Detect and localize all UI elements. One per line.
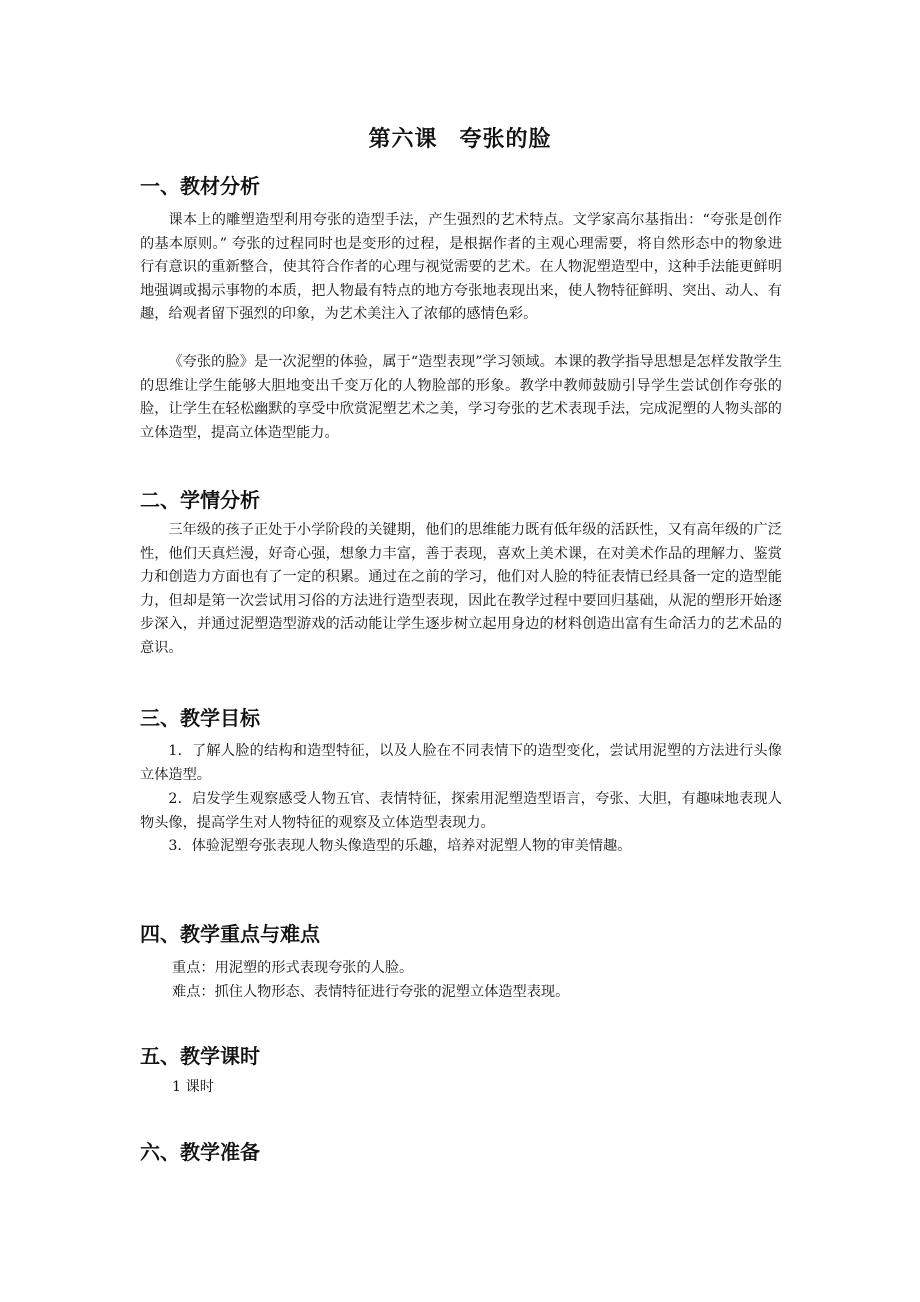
class-hours-text: 1 课时 bbox=[172, 1079, 214, 1095]
teaching-goal-item: 2．启发学生观察感受人物五官、表情特征，探索用泥塑造型语言，夸张、大胆，有趣味地表现人物头像，提高学生对人物特征的观察及立体造型表现力。 bbox=[140, 791, 782, 831]
section-heading-student-analysis: 二、学情分析 bbox=[140, 488, 260, 512]
section-heading-teaching-goals: 三、教学目标 bbox=[140, 706, 260, 730]
key-point-line: 重点：用泥塑的形式表现夸张的人脸。 bbox=[172, 960, 414, 976]
teaching-goal-item: 3．体验泥塑夸张表现人物头像造型的乐趣，培养对泥塑人物的审美情趣。 bbox=[168, 838, 632, 854]
page-title bbox=[0, 122, 920, 153]
teaching-goal-item: 1．了解人脸的结构和造型特征，以及人脸在不同表情下的造型变化，尝试用泥塑的方法进行头像立体造型。 bbox=[140, 743, 782, 783]
student-analysis-paragraph: 三年级的孩子正处于小学阶段的关键期，他们的思维能力既有低年级的活跃性，又有高年级的广泛性，他们天真烂漫，好奇心强，想象力丰富，善于表现，喜欢上美术课，在对美术作品的理解力、鉴赏力和创造力方面也有了一定的积累。通过在之前的学习，他们对人脸的特征表情已经具备一定的造型能力，但却是第一次尝试用习俗的方法进行造型表现，因此在教学过程中要回归基础，从泥的塑形开始逐步深入，并通过泥塑造型游戏的活动能让学生逐步树立起用身边的材料创造出富有生命活力的艺术品的意识。 bbox=[140, 522, 782, 656]
material-analysis-paragraph-2: 《夸张的脸》是一次泥塑的体验，属于“造型表现”学习领域。本课的教学指导思想是怎样发散学生的思维让学生能够大胆地变出千变万化的人物脸部的形象。教学中教师鼓励引导学生尝试创作夸张的脸，让学生在轻松幽默的享受中欣赏泥塑艺术之美，学习夸张的艺术表现手法，完成泥塑的人物头部的立体造型，提高立体造型能力。 bbox=[140, 354, 782, 441]
lesson-name: 夸张的脸 bbox=[459, 127, 552, 152]
lesson-number: 第六课 bbox=[368, 127, 438, 152]
section-heading-material-analysis: 一、教材分析 bbox=[140, 174, 260, 198]
section-heading-class-hours: 五、教学课时 bbox=[140, 1044, 260, 1068]
section-heading-teaching-preparation: 六、教学准备 bbox=[140, 1140, 260, 1164]
section-heading-key-difficult-points: 四、教学重点与难点 bbox=[140, 922, 320, 946]
material-analysis-paragraph-1: 课本上的雕塑造型利用夸张的造型手法，产生强烈的艺术特点。文学家高尔基指出：“夸张是创作的基本原则。” 夸张的过程同时也是变形的过程，是根据作者的主观心理需要，将自然形态中的物象进行有意识的重新整合，使其符合作者的心理与视觉需要的艺术。在人物泥塑造型中，这种手法能更鲜明地强调或揭示事物的本质，把人物最有特点的地方夸张地表现出来，使人物特征鲜明、突出、动人、有趣，给观者留下强烈的印象，为艺术美注入了浓郁的感情色彩。 bbox=[140, 212, 782, 323]
difficult-point-line: 难点：抓住人物形态、表情特征进行夸张的泥塑立体造型表现。 bbox=[172, 984, 570, 1000]
